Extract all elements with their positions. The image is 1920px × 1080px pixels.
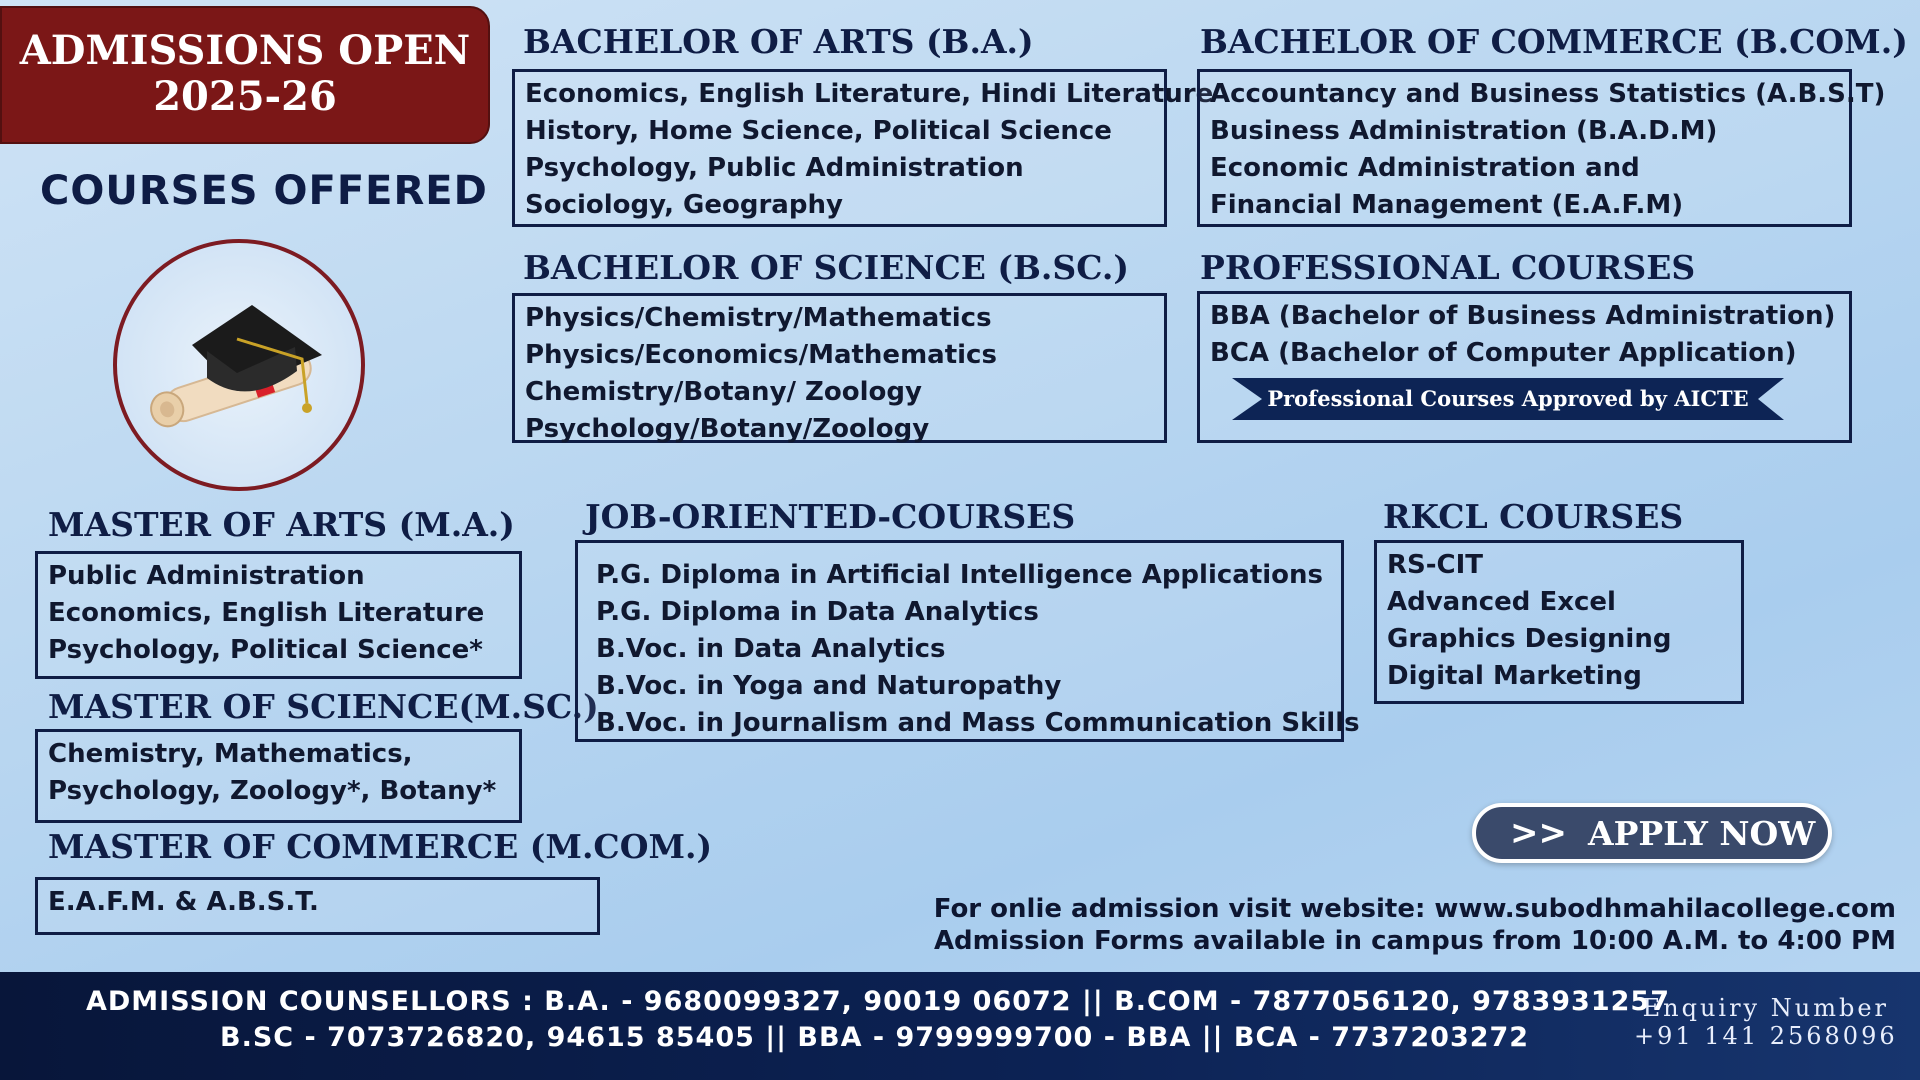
ma-box [35,551,522,679]
bsc-title: BACHELOR OF SCIENCE (B.SC.) [523,248,1129,287]
list-item: B.Voc. in Journalism and Mass Communication Skills [596,708,1360,738]
apply-now-label: APPLY NOW [1588,813,1816,853]
list-item: Advanced Excel [1387,587,1616,617]
bsc-box [512,293,1167,443]
list-item: Chemistry, Mathematics, [48,739,413,769]
list-item: E.A.F.M. & A.B.S.T. [48,887,319,917]
mcom-title: MASTER OF COMMERCE (M.COM.) [48,827,713,866]
bcom-title: BACHELOR OF COMMERCE (B.COM.) [1200,22,1908,61]
msc-box [35,729,522,823]
rkcl-title: RKCL COURSES [1383,497,1684,536]
list-item: History, Home Science, Political Science [525,116,1112,146]
counsellors-line-1: ADMISSION COUNSELLORS : B.A. - 9680099327, 90019 06072 || B.COM - 7877056120, 9783931257 [86,986,1670,1017]
msc-title: MASTER OF SCIENCE(M.SC.) [48,687,599,726]
admissions-banner [0,6,490,144]
list-item: Psychology, Zoology*, Botany* [48,776,497,806]
list-item: Economics, English Literature [48,598,485,628]
enquiry-number: +91 141 2568096 [1634,1022,1898,1050]
list-item: Psychology/Botany/Zoology [525,414,930,444]
courses-offered-heading: COURSES OFFERED [40,168,488,214]
aicte-ribbon-text: Professional Courses Approved by AICTE [1267,386,1749,411]
job-box [575,540,1360,742]
bcom-box [1197,69,1886,227]
forms-info: Admission Forms available in campus from 10:00 A.M. to 4:00 PM [933,926,1896,956]
rkcl-box [1374,540,1744,704]
list-item: Psychology, Political Science* [48,635,483,665]
list-item: Chemistry/Botany/ Zoology [525,377,922,407]
list-item: P.G. Diploma in Artificial Intelligence Applications [596,560,1324,590]
list-item: B.Voc. in Yoga and Naturopathy [596,671,1062,701]
enquiry-label: Enquiry Number [1642,994,1889,1022]
list-item: Graphics Designing [1387,624,1672,654]
list-item: Public Administration [48,561,365,591]
ba-title: BACHELOR OF ARTS (B.A.) [523,22,1034,61]
list-item: Digital Marketing [1387,661,1642,691]
graduation-cap-icon [113,239,365,491]
list-item: BCA (Bachelor of Computer Application) [1210,338,1797,368]
double-chevron-right-icon: >> [1510,813,1567,853]
banner-line-2: 2025-26 [153,73,337,120]
apply-now-button[interactable] [1472,803,1832,863]
list-item: P.G. Diploma in Data Analytics [596,597,1039,627]
list-item: Psychology, Public Administration [525,153,1024,183]
professional-title: PROFESSIONAL COURSES [1200,248,1696,287]
footer-bar [0,972,1920,1080]
list-item: Economic Administration and [1210,153,1640,183]
list-item: Accountancy and Business Statistics (A.B.S.T) [1210,79,1886,109]
enquiry-block [1634,994,1898,1050]
list-item: B.Voc. in Data Analytics [596,634,946,664]
job-title: JOB-ORIENTED-COURSES [585,497,1076,536]
list-item: BBA (Bachelor of Business Administration) [1210,301,1836,331]
list-item: Financial Management (E.A.F.M) [1210,190,1684,220]
banner-line-1: ADMISSIONS OPEN [19,27,471,74]
list-item: RS-CIT [1387,550,1484,580]
professional-box [1197,291,1852,443]
website-info: For onlie admission visit website: www.subodhmahilacollege.com [933,894,1896,924]
mcom-box [35,877,600,935]
list-item: Physics/Economics/Mathematics [525,340,997,370]
list-item: Economics, English Literature, Hindi Literature [525,79,1214,109]
ba-box [512,69,1214,227]
list-item: Business Administration (B.A.D.M) [1210,116,1718,146]
counsellors-line-2: B.SC - 7073726820, 94615 85405 || BBA - 9799999700 - BBA || BCA - 7737203272 [220,1022,1530,1053]
ma-title: MASTER OF ARTS (M.A.) [48,505,515,544]
list-item: Sociology, Geography [525,190,843,220]
list-item: Physics/Chemistry/Mathematics [525,303,992,333]
